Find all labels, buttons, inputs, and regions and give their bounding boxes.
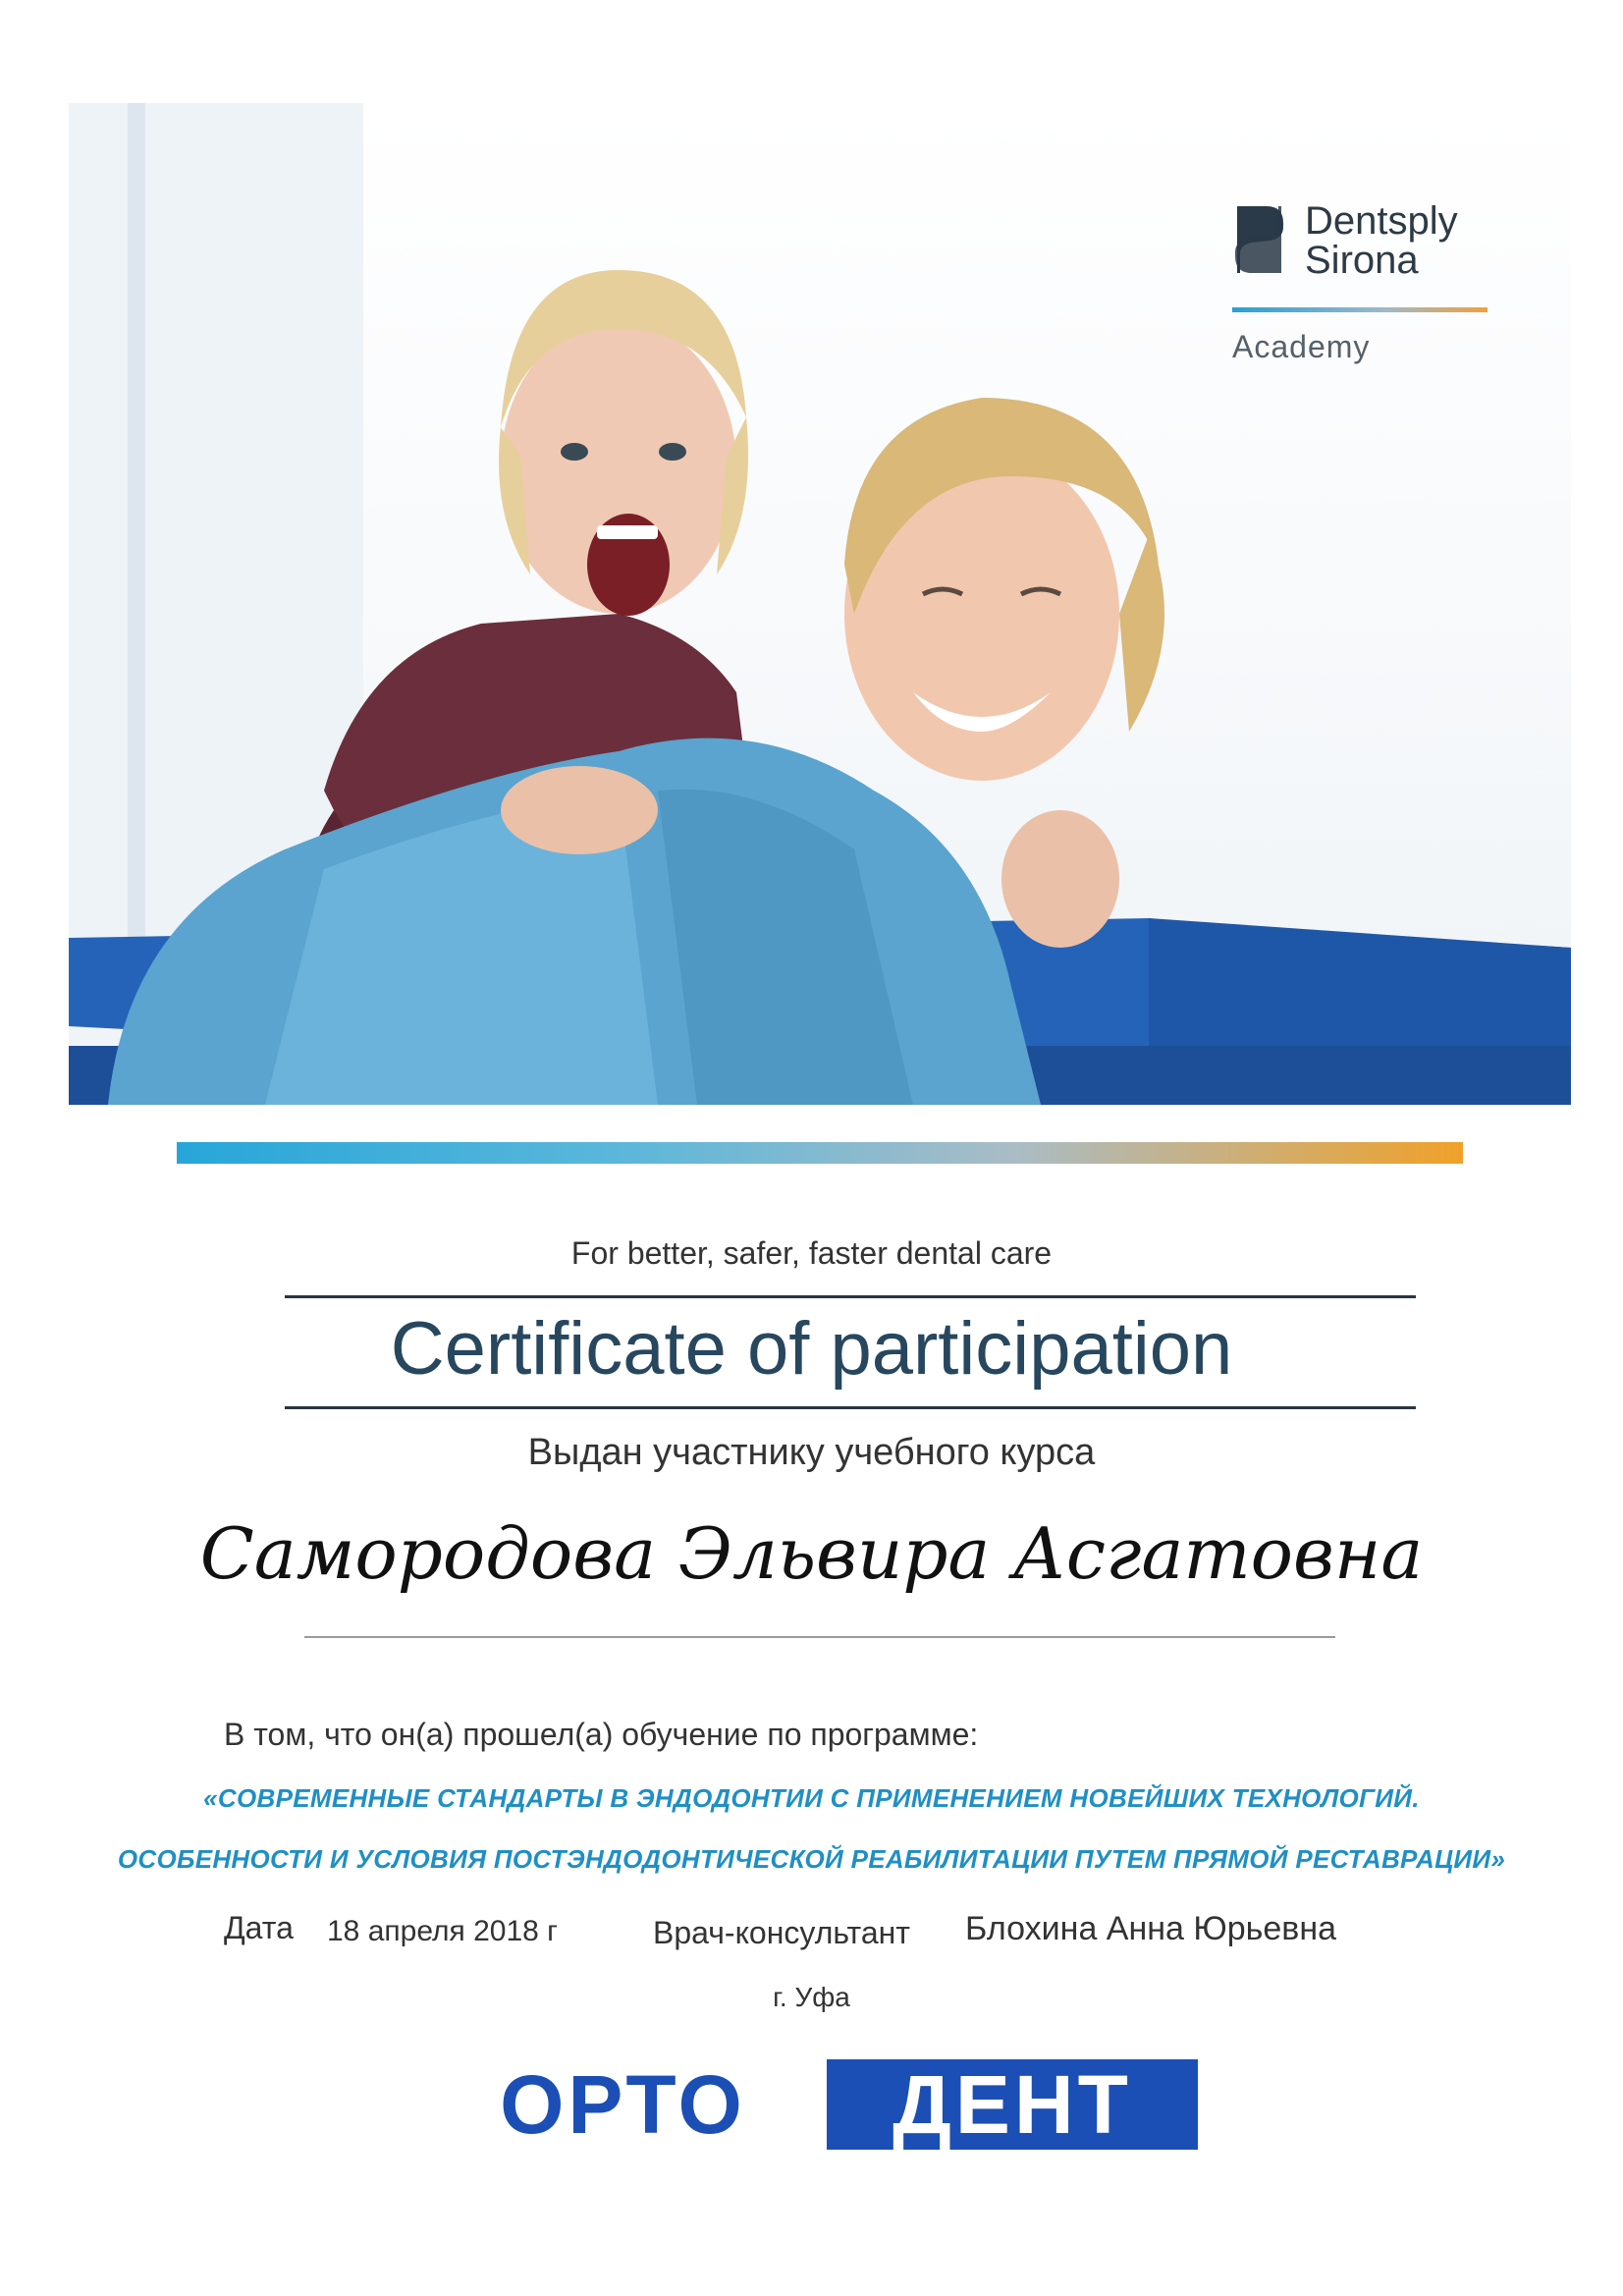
date-value: 18 апреля 2018 г — [327, 1915, 559, 1947]
city: г. Уфа — [773, 1982, 850, 2012]
ortodent-logo — [429, 2059, 1198, 2150]
consultant-label: Врач-консультант — [653, 1915, 910, 1950]
certificate-title: Certificate of participation — [390, 1307, 1233, 1391]
brand-rule — [1232, 307, 1488, 312]
tagline: For better, safer, faster dental care — [570, 1235, 1053, 1271]
date-label: Дата — [224, 1910, 294, 1945]
ortodent-logo-left: ОРТО — [500, 2058, 746, 2151]
statement-text: В том, что он(а) прошел(а) обучение по программе: — [224, 1717, 979, 1752]
issued-to-label: Выдан участнику учебного курса — [527, 1432, 1096, 1473]
ortodent-logo-right: ДЕНТ — [827, 2059, 1198, 2150]
program-title-line1: «СОВРЕМЕННЫЕ СТАНДАРТЫ В ЭНДОДОНТИИ С ПРИМЕНЕНИЕМ НОВЕЙШИХ ТЕХНОЛОГИЙ. — [203, 1783, 1420, 1813]
program-title-line2: ОСОБЕННОСТИ И УСЛОВИЯ ПОСТЭНДОДОНТИЧЕСКОЙ РЕАБИЛИТАЦИИ ПУТЕМ ПРЯМОЙ РЕСТАВРАЦИИ» — [117, 1844, 1506, 1874]
recipient-rule — [304, 1636, 1335, 1638]
recipient-name: Самородова Эльвира Асгатовна — [199, 1512, 1424, 1595]
dentsply-s-mark-icon — [1232, 201, 1286, 278]
brand-line1: Dentsply — [1305, 199, 1458, 243]
brand-academy: Academy — [1232, 329, 1371, 364]
brand-line2: Sirona — [1305, 239, 1419, 282]
accent-gradient-bar — [177, 1142, 1463, 1164]
title-rule-top — [285, 1295, 1416, 1298]
title-rule-bottom — [285, 1406, 1416, 1409]
consultant-name: Блохина Анна Юрьевна — [965, 1910, 1337, 1947]
dentsply-sirona-logo — [1232, 201, 1497, 363]
